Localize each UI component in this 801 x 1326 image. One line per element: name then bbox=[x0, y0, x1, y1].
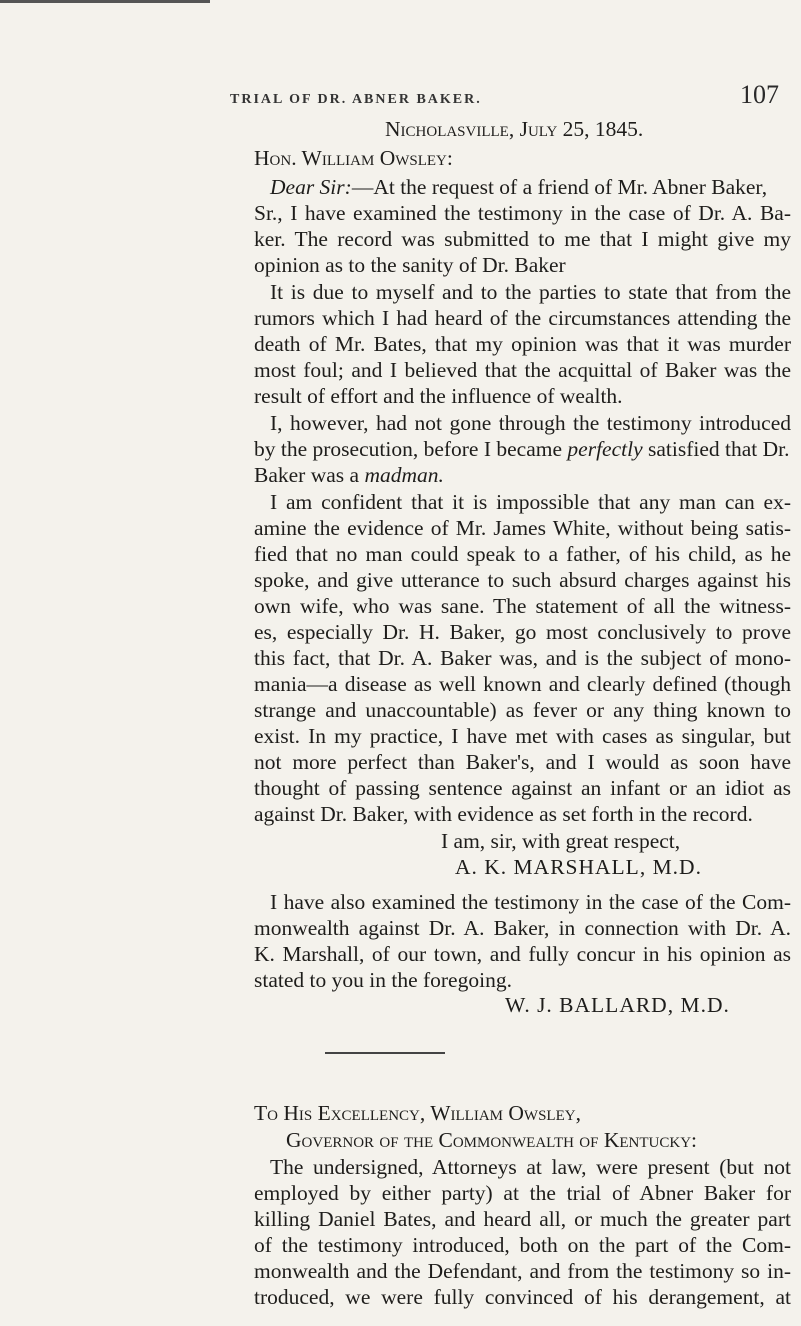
letter1-line: Sr., I have examined the testimony in the case of Dr. A. Ba- bbox=[254, 201, 791, 225]
letter1-line: fied that no man could speak to a father, of his child, as he bbox=[254, 542, 791, 566]
letter1-line: own wife, who was sane. The statement of all the witness- bbox=[254, 594, 791, 618]
salutation: Dear Sir: bbox=[270, 175, 352, 199]
letter1-line: not more perfect than Baker's, and I would as soon have bbox=[254, 750, 791, 774]
letter1-line-emphasis bbox=[254, 436, 790, 463]
letter2-line: stated to you in the foregoing. bbox=[254, 968, 512, 992]
letter2-line: monwealth against Dr. A. Baker, in connection with Dr. A. bbox=[254, 916, 791, 940]
letter3-line: employed by either party) at the trial of Abner Baker for bbox=[254, 1181, 791, 1205]
addressee: Hon. William Owsley: bbox=[254, 146, 453, 170]
letter1-text: satisfied that Dr. bbox=[642, 437, 790, 461]
letter3-address-line-1: To His Excellency, William Owsley, bbox=[254, 1101, 581, 1125]
letter1-line: exist. In my practice, I have met with cases as singular, but bbox=[254, 724, 791, 748]
letter1-line: ker. The record was submitted to me that I might give my bbox=[254, 227, 791, 251]
letter3-line: of the testimony introduced, both on the part of the Com- bbox=[254, 1233, 791, 1257]
letter1-line: es, especially Dr. H. Baker, go most conclusively to prove bbox=[254, 620, 791, 644]
dateline: Nicholasville, July 25, 1845. bbox=[385, 117, 644, 141]
letter2-line: K. Marshall, of our town, and fully concur in his opinion as bbox=[254, 942, 791, 966]
letter2-line: I have also examined the testimony in the case of the Com- bbox=[270, 890, 791, 914]
letter1-line: I, however, had not gone through the testimony introduced bbox=[270, 411, 791, 435]
letter1-line: against Dr. Baker, with evidence as set forth in the record. bbox=[254, 802, 753, 826]
letter3-address-line-2: Governor of the Commonwealth of Kentucky: bbox=[286, 1128, 698, 1152]
letter1-line: mania—a disease as well known and clearly defined (though bbox=[254, 672, 791, 696]
letter1-line: death of Mr. Bates, that my opinion was that it was murder bbox=[254, 332, 791, 356]
letter1-line: amine the evidence of Mr. James White, without being satis- bbox=[254, 516, 791, 540]
letter1-closing: I am, sir, with great respect, bbox=[441, 829, 681, 853]
letter1-text: Baker was a bbox=[254, 463, 365, 487]
letter1-line: spoke, and give utterance to such absurd charges against his bbox=[254, 568, 791, 592]
top-rule bbox=[0, 0, 210, 3]
letter1-line: rumors which I had heard of the circumstances attending the bbox=[254, 306, 791, 330]
letter1-line-1 bbox=[270, 174, 791, 201]
running-head bbox=[0, 80, 801, 110]
letter1-line: thought of passing sentence against an infant or an idiot as bbox=[254, 776, 791, 800]
letter1-line: result of effort and the influence of wealth. bbox=[254, 384, 623, 408]
letter3-line: monwealth and the Defendant, and from the testimony so in- bbox=[254, 1259, 791, 1283]
letter1-line: this fact, that Dr. A. Baker was, and is the subject of mono- bbox=[254, 646, 791, 670]
running-title: TRIAL OF DR. ABNER BAKER. bbox=[230, 92, 482, 107]
letter3-line: The undersigned, Attorneys at law, were present (but not bbox=[270, 1155, 791, 1179]
page-number: 107 bbox=[740, 80, 779, 109]
emphasis-perfectly: perfectly bbox=[567, 437, 643, 461]
letter1-line: I am confident that it is impossible that any man can ex- bbox=[270, 490, 791, 514]
signature-marshall: A. K. MARSHALL, M.D. bbox=[455, 855, 702, 879]
signature-ballard: W. J. BALLARD, M.D. bbox=[505, 993, 730, 1017]
letter1-line-madman bbox=[254, 462, 444, 489]
letter1-text: by the prosecution, before I became bbox=[254, 437, 568, 461]
letter3-line: killing Daniel Bates, and heard all, or much the greater part bbox=[254, 1207, 791, 1231]
letter1-line-1-text: —At the request of a friend of Mr. Abner Baker, bbox=[351, 175, 768, 199]
letter1-line: opinion as to the sanity of Dr. Baker bbox=[254, 253, 566, 277]
letter1-line: strange and unaccountable) as fever or any thing known to bbox=[254, 698, 791, 722]
letter1-line: It is due to myself and to the parties to state that from the bbox=[270, 280, 791, 304]
letter1-line: most foul; and I believed that the acquittal of Baker was the bbox=[254, 358, 791, 382]
emphasis-madman: madman. bbox=[364, 463, 444, 487]
letter3-line: troduced, we were fully convinced of his derangement, at bbox=[254, 1285, 791, 1309]
section-separator bbox=[325, 1052, 445, 1054]
